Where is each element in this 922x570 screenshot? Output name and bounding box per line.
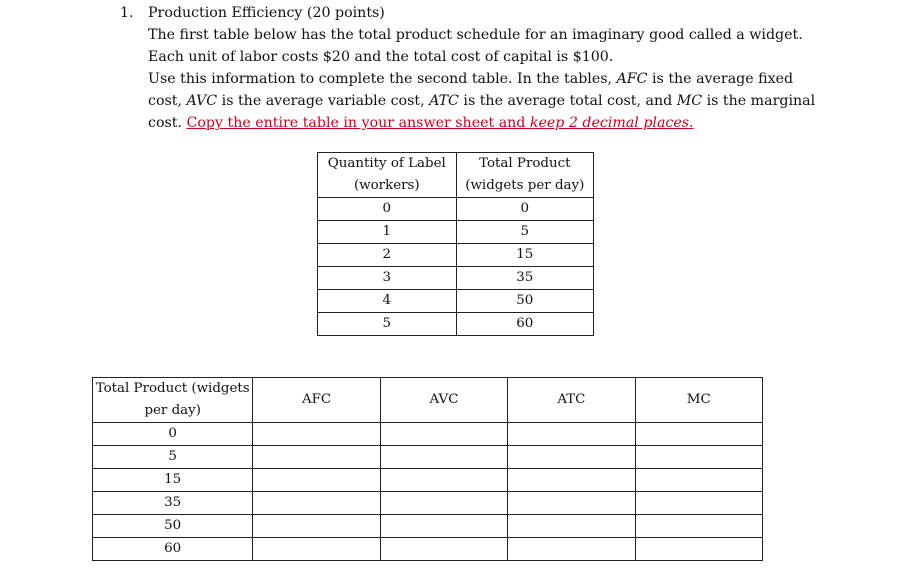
table-row xyxy=(93,469,763,492)
total-product-cell: 0 xyxy=(456,198,593,221)
mc-cell[interactable] xyxy=(635,515,762,538)
workers-cell: 4 xyxy=(318,290,457,313)
para2-text-d: is the average total cost, and xyxy=(458,93,677,109)
avc-cell[interactable] xyxy=(380,446,507,469)
problem-paragraph-2 xyxy=(148,68,820,134)
atc-cell[interactable] xyxy=(508,492,635,515)
total-product-cell: 15 xyxy=(93,469,253,492)
atc-cell[interactable] xyxy=(508,423,635,446)
afc-cell[interactable] xyxy=(253,446,380,469)
avc-cell[interactable] xyxy=(380,492,507,515)
afc-cell[interactable] xyxy=(253,538,380,561)
total-product-cell: 60 xyxy=(456,313,593,336)
table-header-row xyxy=(318,153,594,198)
avc-cell[interactable] xyxy=(380,423,507,446)
total-product-cell: 50 xyxy=(93,515,253,538)
avc-header: AVC xyxy=(380,378,507,423)
problem-title: Production Efficiency (20 points) xyxy=(148,5,385,21)
total-product-cell: 35 xyxy=(456,267,593,290)
workers-cell: 3 xyxy=(318,267,457,290)
copy-table-instruction-link[interactable] xyxy=(187,115,694,131)
total-product-cell: 5 xyxy=(456,221,593,244)
afc-cell[interactable] xyxy=(253,423,380,446)
workers-cell: 2 xyxy=(318,244,457,267)
atc-cell[interactable] xyxy=(508,515,635,538)
mc-cell[interactable] xyxy=(635,423,762,446)
afc-cell[interactable] xyxy=(253,469,380,492)
problem-paragraph-1: The first table below has the total product schedule for an imaginary good called a widget. Each unit of labor costs $20 and the total cost of capital is $100. xyxy=(148,27,803,65)
problem-1 xyxy=(120,2,820,134)
atc-term: ATC xyxy=(429,93,459,109)
workers-cell: 0 xyxy=(318,198,457,221)
mc-cell[interactable] xyxy=(635,492,762,515)
total-product-cell: 50 xyxy=(456,290,593,313)
quantity-of-labor-header: Quantity of Label (workers) xyxy=(318,153,457,198)
afc-cell[interactable] xyxy=(253,492,380,515)
problem-body xyxy=(148,2,820,134)
link-text-a: Copy the entire table in your answer sheet and xyxy=(186,115,530,131)
mc-term: MC xyxy=(676,93,703,109)
table-row xyxy=(93,538,763,561)
table-row xyxy=(318,244,594,267)
workers-cell: 5 xyxy=(318,313,457,336)
total-product-cell: 35 xyxy=(93,492,253,515)
table-row xyxy=(93,515,763,538)
table-row xyxy=(93,492,763,515)
atc-cell[interactable] xyxy=(508,469,635,492)
total-product-cell: 0 xyxy=(93,423,253,446)
mc-cell[interactable] xyxy=(635,538,762,561)
table-row xyxy=(93,423,763,446)
table-row xyxy=(318,313,594,336)
atc-cell[interactable] xyxy=(508,538,635,561)
total-product-cell: 5 xyxy=(93,446,253,469)
avc-term: AVC xyxy=(186,93,218,109)
mc-cell[interactable] xyxy=(635,446,762,469)
table-row xyxy=(318,290,594,313)
afc-term: AFC xyxy=(616,71,648,87)
cost-answer-table xyxy=(92,377,763,561)
para2-text-a: Use this information to complete the second table. In the tables, xyxy=(148,71,617,87)
problem-number: 1. xyxy=(120,5,134,21)
avc-cell[interactable] xyxy=(380,469,507,492)
avc-cell[interactable] xyxy=(380,515,507,538)
mc-cell[interactable] xyxy=(635,469,762,492)
para2-text-b: is the average fixed cost, xyxy=(148,71,794,109)
mc-header: MC xyxy=(635,378,762,423)
workers-cell: 1 xyxy=(318,221,457,244)
total-product-cell: 60 xyxy=(93,538,253,561)
link-text-b: keep 2 decimal places. xyxy=(529,115,694,131)
avc-cell[interactable] xyxy=(380,538,507,561)
total-product-cell: 15 xyxy=(456,244,593,267)
table-row xyxy=(318,267,594,290)
total-product-header: Total Product (widgets per day) xyxy=(93,378,253,423)
atc-cell[interactable] xyxy=(508,446,635,469)
atc-header: ATC xyxy=(508,378,635,423)
table-row xyxy=(318,221,594,244)
table-row xyxy=(93,446,763,469)
para2-text-c: is the average variable cost, xyxy=(217,93,430,109)
table-row xyxy=(318,198,594,221)
para2-text-e: is the marginal cost. xyxy=(148,93,816,131)
afc-header: AFC xyxy=(253,378,380,423)
total-product-header: Total Product (widgets per day) xyxy=(456,153,593,198)
table-header-row xyxy=(93,378,763,423)
total-product-schedule-table xyxy=(317,152,594,336)
afc-cell[interactable] xyxy=(253,515,380,538)
